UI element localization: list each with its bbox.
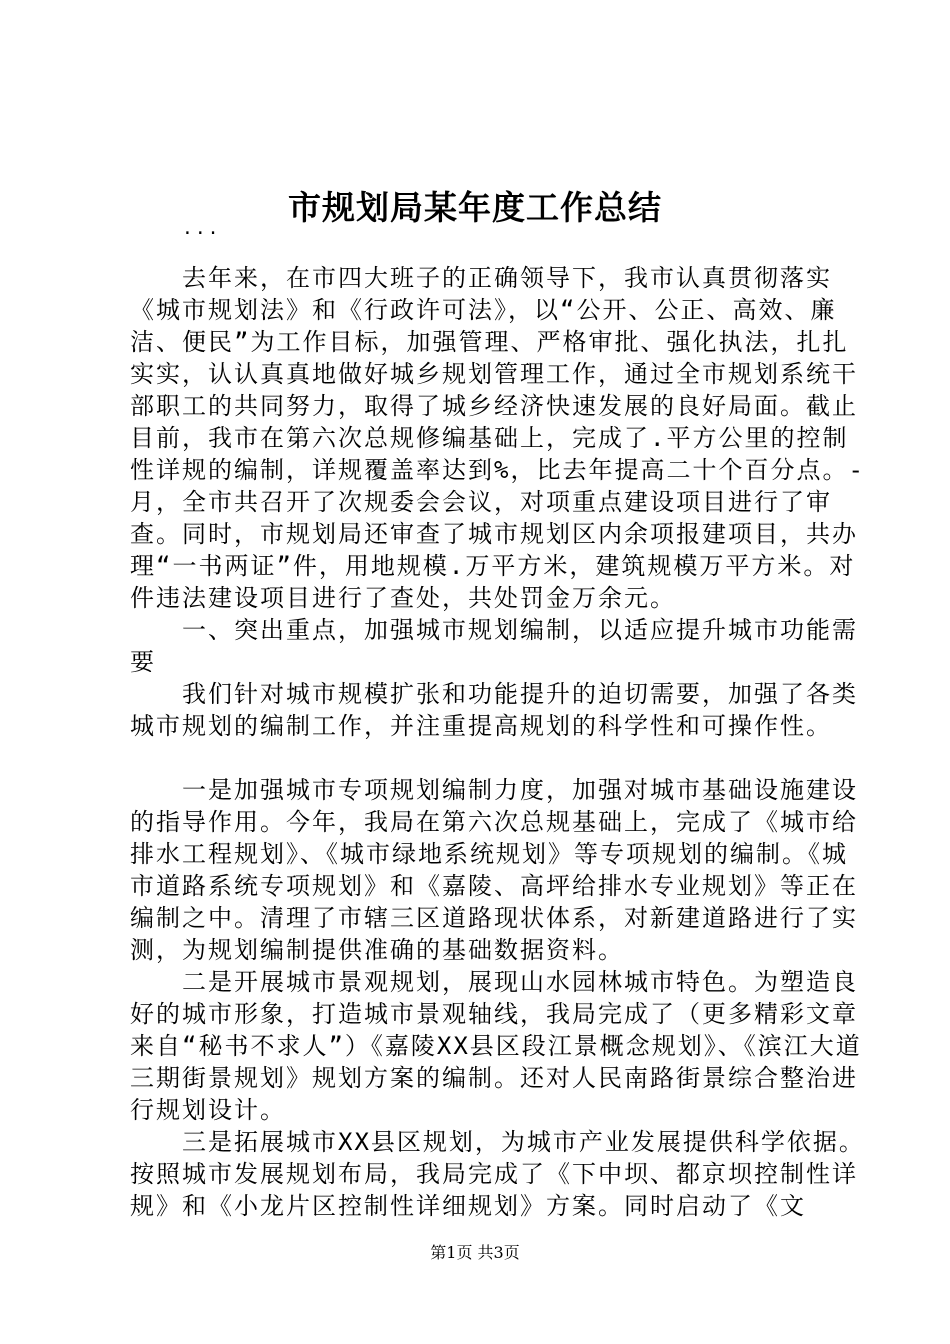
page-title: 市规划局某年度工作总结 [288, 188, 662, 227]
paragraph-spacer [130, 742, 865, 774]
ellipsis-marker: ... [182, 218, 221, 239]
document-body [130, 262, 865, 1222]
paragraph-section-intro: 我们针对城市规模扩张和功能提升的迫切需要，加强了各类城市规划的编制工作，并注重提高规划的科学性和可操作性。 [130, 680, 858, 740]
paragraph-intro: 去年来，在市四大班子的正确领导下，我市认真贯彻落实《城市规划法》和《行政许可法》，以“公开、公正、高效、廉洁、便民”为工作目标，加强管理、严格审批、强化执法，扎扎实实，认认真真地做好城乡规划管理工作，通过全市规划系统干部职工的共同努力，取得了城乡经济快速发展的良好局面。截止目前，我市在第六次总规修编基础上，完成了.平方公里的控制性详规的编制，详规覆盖率达到%，比去年提高二十个百分点。-月，全市共召开了次规委会会议，对项重点建设项目进行了审查。同时，市规划局还审查了城市规划区内余项报建项目，共办理“一书两证”件，用地规模.万平方米，建筑规模万平方米。对件违法建设项目进行了查处，共处罚金万余元。 [130, 264, 865, 612]
page-number-footer: 第1页 共3页 [430, 1243, 520, 1262]
section-heading-1: 一、突出重点，加强城市规划编制，以适应提升城市功能需要 [130, 616, 858, 676]
paragraph-point-2: 二是开展城市景观规划，展现山水园林城市特色。为塑造良好的城市形象，打造城市景观轴线，我局完成了（更多精彩文章来自“秘书不求人”）《嘉陵XX县区段江景概念规划》、《滨江大道三期街景规划》规划方案的编制。还对人民南路街景综合整治进行规划设计。 [130, 968, 862, 1124]
paragraph-point-1: 一是加强城市专项规划编制力度，加强对城市基础设施建设的指导作用。今年，我局在第六次总规基础上，完成了《城市给排水工程规划》、《城市绿地系统规划》等专项规划的编制。《城市道路系统专项规划》和《嘉陵、高坪给排水专业规划》等正在编制之中。清理了市辖三区道路现状体系，对新建道路进行了实测，为规划编制提供准确的基础数据资料。 [130, 776, 858, 964]
paragraph-point-3: 三是拓展城市XX县区规划，为城市产业发展提供科学依据。按照城市发展规划布局，我局完成了《下中坝、都京坝控制性详规》和《小龙片区控制性详细规划》方案。同时启动了《文 [130, 1128, 865, 1220]
